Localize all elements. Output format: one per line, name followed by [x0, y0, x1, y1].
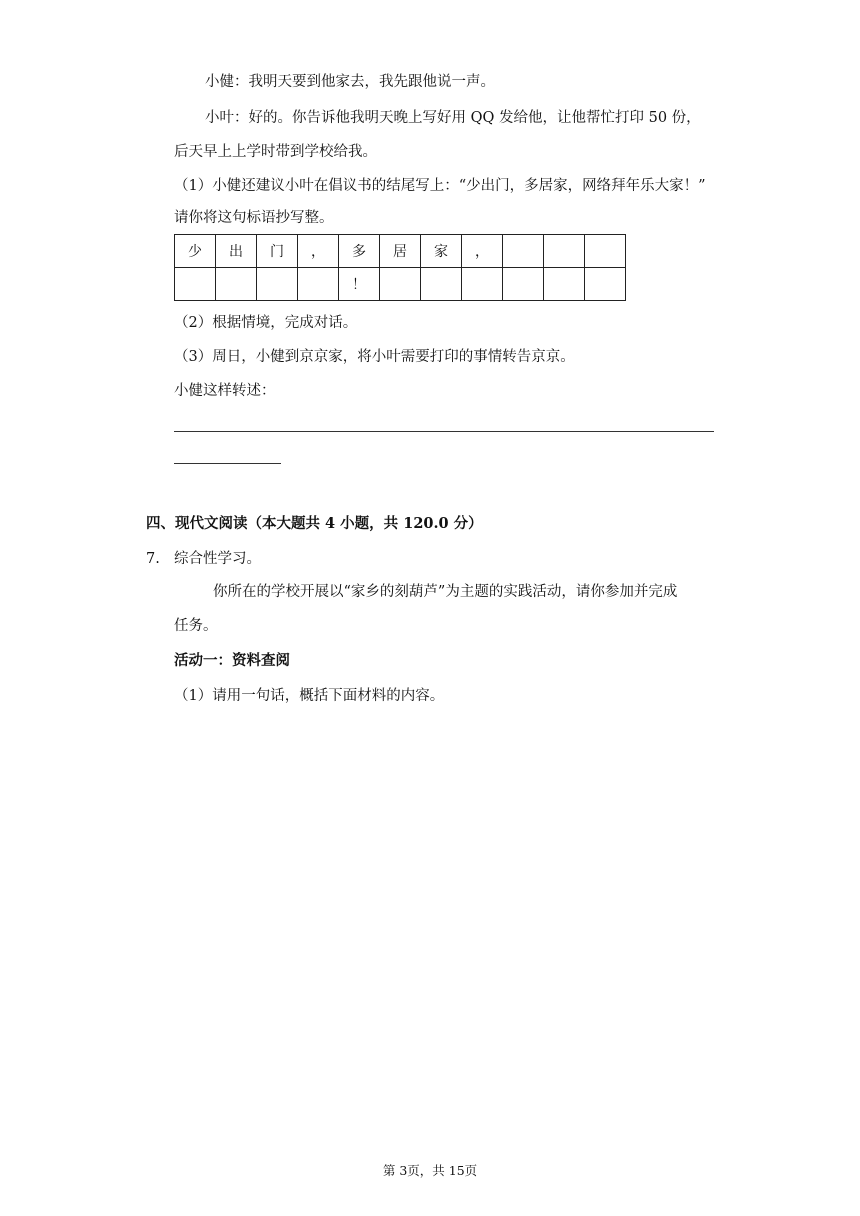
page-footer: 第 3页，共 15页 [382, 1163, 478, 1178]
intro-line2: 任务。 [174, 618, 218, 634]
grid-cell[interactable]: ， [462, 235, 503, 268]
grid-cell[interactable] [421, 268, 462, 301]
question-7-title: 综合性学习。 [174, 551, 261, 567]
grid-cell[interactable]: 出 [216, 235, 257, 268]
question-1-line2: 请你将这句标语抄写整。 [174, 210, 334, 226]
activity-1-heading: 活动一：资料查阅 [174, 652, 290, 669]
grid-cell[interactable]: 门 [257, 235, 298, 268]
dialogue-xiaoye-line2: 后天早上上学时带到学校给我。 [174, 144, 377, 160]
grid-cell[interactable] [216, 268, 257, 301]
grid-cell[interactable] [298, 268, 339, 301]
grid-cell[interactable] [585, 268, 626, 301]
answer-line-1[interactable] [174, 431, 714, 432]
copy-grid [174, 234, 626, 301]
grid-row-2 [175, 268, 626, 301]
grid-cell[interactable]: 居 [380, 235, 421, 268]
grid-cell[interactable] [503, 268, 544, 301]
question-3: （3）周日，小健到京京家，将小叶需要打印的事情转告京京。 [174, 349, 575, 365]
grid-cell[interactable] [585, 235, 626, 268]
grid-cell[interactable] [544, 268, 585, 301]
question-1-line1: （1）小健还建议小叶在倡议书的结尾写上：“少出门，多居家，网络拜年乐大家！” [174, 178, 706, 194]
grid-cell[interactable]: ， [298, 235, 339, 268]
grid-cell[interactable] [175, 268, 216, 301]
grid-cell[interactable]: ！ [339, 268, 380, 301]
answer-line-2[interactable] [174, 463, 281, 464]
dialogue-xiaojian: 小健：我明天要到他家去，我先跟他说一声。 [205, 74, 495, 90]
intro-line1: 你所在的学校开展以“家乡的刻葫芦”为主题的实践活动，请你参加并完成 [213, 584, 678, 600]
grid-cell[interactable]: 多 [339, 235, 380, 268]
grid-cell[interactable] [544, 235, 585, 268]
activity-1-question-1: （1）请用一句话，概括下面材料的内容。 [174, 688, 445, 704]
grid-cell[interactable] [257, 268, 298, 301]
grid-cell[interactable] [462, 268, 503, 301]
grid-cell[interactable]: 少 [175, 235, 216, 268]
grid-row-1 [175, 235, 626, 268]
question-2: （2）根据情境，完成对话。 [174, 315, 358, 331]
grid-cell[interactable]: 家 [421, 235, 462, 268]
retell-label: 小健这样转述： [174, 383, 276, 399]
section-heading: 四、现代文阅读（本大题共 4 小题，共 120.0 分） [146, 515, 483, 532]
grid-cell[interactable] [380, 268, 421, 301]
dialogue-xiaoye-line1: 小叶：好的。你告诉他我明天晚上写好用 QQ 发给他，让他帮忙打印 50 份， [205, 110, 701, 126]
grid-cell[interactable] [503, 235, 544, 268]
question-7-number: 7. [146, 551, 160, 567]
